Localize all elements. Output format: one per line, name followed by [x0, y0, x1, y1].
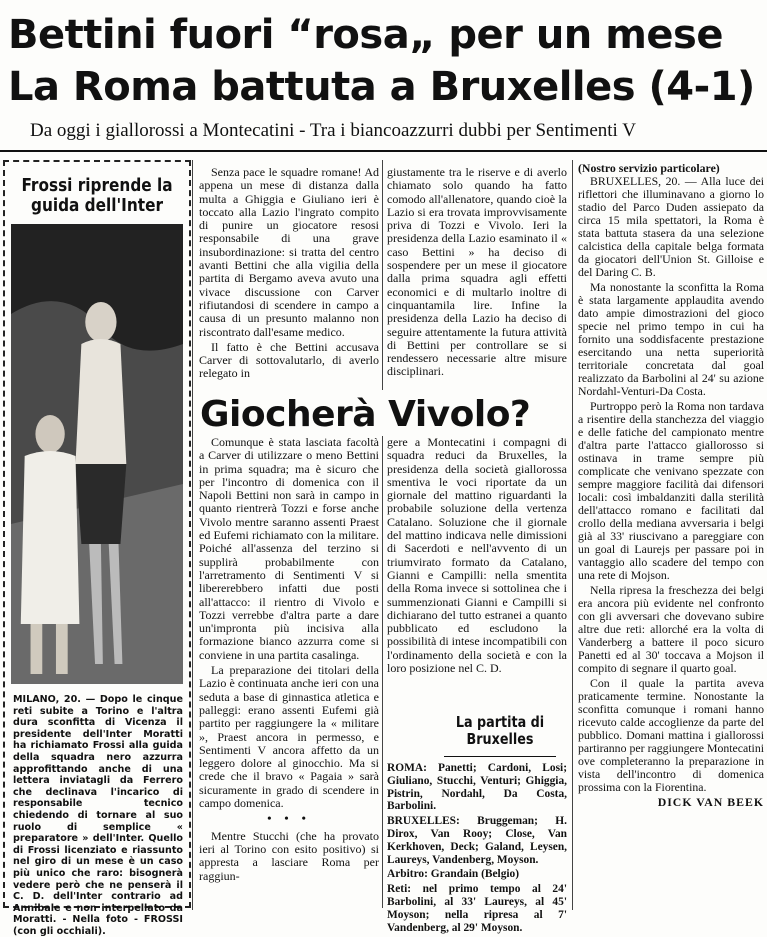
- subtitle-giochera-vivolo: Giocherà Vivolo?: [200, 394, 531, 435]
- column-divider: [382, 436, 383, 908]
- frossi-photo: [11, 224, 183, 684]
- article-column-1-mid: [199, 436, 379, 908]
- article-column-2-top: [387, 166, 567, 386]
- column-divider: [572, 160, 573, 910]
- section-dots: • • •: [267, 811, 311, 826]
- paragraph: Nella ripresa la freschezza dei belgi era ancora più evidente nel confronto con gli avversari che dovevano subire altre due reti: allorché era la volta di Vanderberg a battere il poco sicuro Panetti ed al 30' toccava a Mojson il compito di segnare il quarto goal.: [578, 583, 764, 675]
- article-column-2-mid: [387, 436, 567, 704]
- paragraph: giustamente tra le riserve e di averlo chiamato solo quando ha fatto comodo all'allenatore, quando cioè la Lazio si era trovata improvvisamente priva di Tozzi e Vivolo. Ieri la presidenza della Lazio esaminato il « caso Bettini » ha deciso di sospendere per un mese il giocatore dalla prima squadra agli effetti economici e di multarlo inoltre di cinquantamila lire. Infine la presidenza della Lazio ha deciso di seguire attentamente la futura attività di Bettini per controllare se si rendessero necessarie altre misure disciplinari.: [387, 165, 567, 379]
- paragraph: Comunque è stata lasciata facoltà a Carver di utilizzare o meno Bettini in prima squadra; ma è sicuro che per l'incontro di domenica con il Napoli Bettini non sarà in campo in quanto rientrerà Tozzi e forse anche Vivolo mentre saranno assenti Praest ed Eufemi richiamato con la militare. Poiché all'assenza del terzino si supplirà probabilmente con l'arretramento di Sentimenti V si libererebbero infatti due posti all'attacco: il rientro di Vivolo e Tozzi verrebbe d'altra parte a dare un'impronta più incisiva alla formazione bianco azzurra come si conviene in una partita casalinga.: [199, 435, 379, 662]
- paragraph: Purtroppo però la Roma non tardava a risentire della stanchezza del viaggio e delle fatiche del campionato mentre d'altra parte l'attacco giallorosso si ostinava in trame sempre più complicate che venivano spezzate con sempre maggiore facilità dai difensori locali: così imbaldanziti dalla sterilità dell'attacco romano e facilitati dal crollo della mediana avversaria i belgi già al 33' riuscivano a pareggiare con un goal di Laurejs per passare poi in vantaggio allo scadere del tempo con una rete di Mojson.: [578, 399, 764, 582]
- headline-line-1: Bettini fuori “rosa„ per un mese: [8, 12, 723, 58]
- paragraph: Mentre Stucchi (che ha provato ieri al Torino con esito positivo) si appresta a lasciare Roma per raggiun-: [199, 828, 379, 883]
- photo-image: [11, 224, 183, 684]
- article-column-1-top: [199, 166, 379, 386]
- headline-line-2: La Roma battuta a Bruxelles (4-1): [8, 64, 755, 110]
- paragraph: Il fatto è che Bettini accusava Carver di sottovalutarlo, di averlo relegato in: [199, 339, 379, 381]
- lineup-bruxelles: BRUXELLES: Bruggeman; H. Dirox, Van Rooy; Close, Van Kerkhoven, Deck; Galand, Leysen, Laureys, Vandenberg, Moyson.: [387, 815, 567, 866]
- paragraph: Ma nonostante la sconfitta la Roma è stata largamente applaudita avendo dato ampie dimostrazioni del gioco specie nel primo tempo in cui ha fornito una soddisfacente prestazione esercitando una netta superiorità territoriale concretata dal goal realizzato da Barbolini al 24' su azione Nordahl-Venturi-Da Costa.: [578, 280, 764, 398]
- sidebar-caption: MILANO, 20. — Dopo le cinque reti subite a Torino e l'altra dura sconfitta di Vicenza il presidente dell'Inter Moratti ha richiamato Frossi alla guida della squadra nero azzurra approfittando anche di una lettera inviatagli da Ferrero che declinava l'incarico di responsabile tecnico chiedendo di tornare al suo ruolo di semplice « preparatore » dell'Inter. Quello di Frossi licenziato e riassunto nel giro di un mese è un caso più unico che raro: bisognerà vedere però che ne penserà il C. D. dell'Inter contrario ad Annibale e non interpellato da Moratti. - Nella foto - FROSSI (con gli occhiali).: [13, 694, 183, 937]
- lineup-roma: ROMA: Panetti; Cardoni, Losi; Giuliano, Stucchi, Venturi; Ghiggia, Pistrin, Nordahl, Da Costa, Barbolini.: [387, 762, 567, 813]
- match-box-underline: [444, 756, 556, 757]
- referee: Arbitro: Grandain (Belgio): [387, 868, 520, 881]
- goals: Reti: nel primo tempo al 24' Barbolini, al 33' Laureys, al 45' Moyson; nella ripresa al 7' Vandenberg, al 29' Moyson.: [387, 883, 567, 934]
- paragraph: gere a Montecatini i compagni di squadra reduci da Bruxelles, la presidenza della società giallorossa smentiva le voci riportate da un giornale del mattino riguardanti la probabile soluzione della vertenza Catalano. Soluzione che il giornale del mattino indicava nelle dimissioni di Sacerdoti e nell'avvento di un triumvirato formato da Catalano, Gianni e Campilli: nella smentita della Roma invece si sottolinea che i summenzionati Gianni e Campilli si dichiarano del tutto estranei a quanto pubblicato ed escludono la possibilità di intese incompatibili con l'ordinamento della società e con la loro posizione nel C. D.: [387, 435, 567, 676]
- author-signature: DICK VAN BEEK: [657, 795, 764, 809]
- paragraph: Con il quale la partita aveva praticamente termine. Nonostante la sconfitta comunque i romani hanno ricevuto calde accoglienze da parte del pubblico. Domani mattina i giallorossi partiranno per raggiungere Montecatini ove completeranno la preparazione in vista dell'incontro di domenica prossima con la Fiorentina.: [578, 676, 764, 794]
- service-note: (Nostro servizio particolare): [578, 161, 720, 175]
- article-column-3: [578, 162, 764, 910]
- match-box-title: La partita di Bruxelles: [455, 713, 545, 748]
- paragraph: BRUXELLES, 20. — Alla luce dei riflettori che illuminavano a giorno lo stadio del Parco Duden assiepato da circa 15 mila spettatori, la Roma è stata battuta stasera da una selezione calcistica della capitale belga formata da giocatori dell'Union St. Gilloise e del Daring C. B.: [578, 174, 764, 279]
- column-divider: [382, 160, 383, 390]
- paragraph: La preparazione dei titolari della Lazio è continuata anche ieri con una seduta a base di ginnastica atletica e palleggi: erano assenti Eufemi già partito per raggiungere la « militare », Praest ancora in permesso, e Sentimenti V ancora affetto da un leggero dolore al ginocchio. Ma si crede che il bravo « Pagaia » sarà sicuramente in grado di scendere in campo domenica.: [199, 663, 379, 811]
- sidebar-title: Frossi riprende la guida dell'Inter: [21, 175, 173, 216]
- subheadline: Da oggi i giallorossi a Montecatini - Tra i biancoazzurri dubbi per Sentimenti V: [30, 120, 636, 141]
- header-divider: [0, 150, 767, 152]
- column-divider: [192, 160, 193, 910]
- paragraph: Senza pace le squadre romane! Ad appena un mese di distanza dalla multa a Ghiggia e Giuliano ieri è toccato alla Lazio l'ingrato compito di punire un giocatore resosi responsabile di una grave insubordinazione: si tratta del centro avanti Bettini che alla vigilia della partita di Bergamo aveva avuto una vivace discussione con Carver rifiutandosi di scendere in campo a causa di un presunto malanno non riscontrato dall'esame medico.: [199, 165, 379, 339]
- sidebar-box: [3, 160, 191, 937]
- match-lineups: [387, 762, 567, 934]
